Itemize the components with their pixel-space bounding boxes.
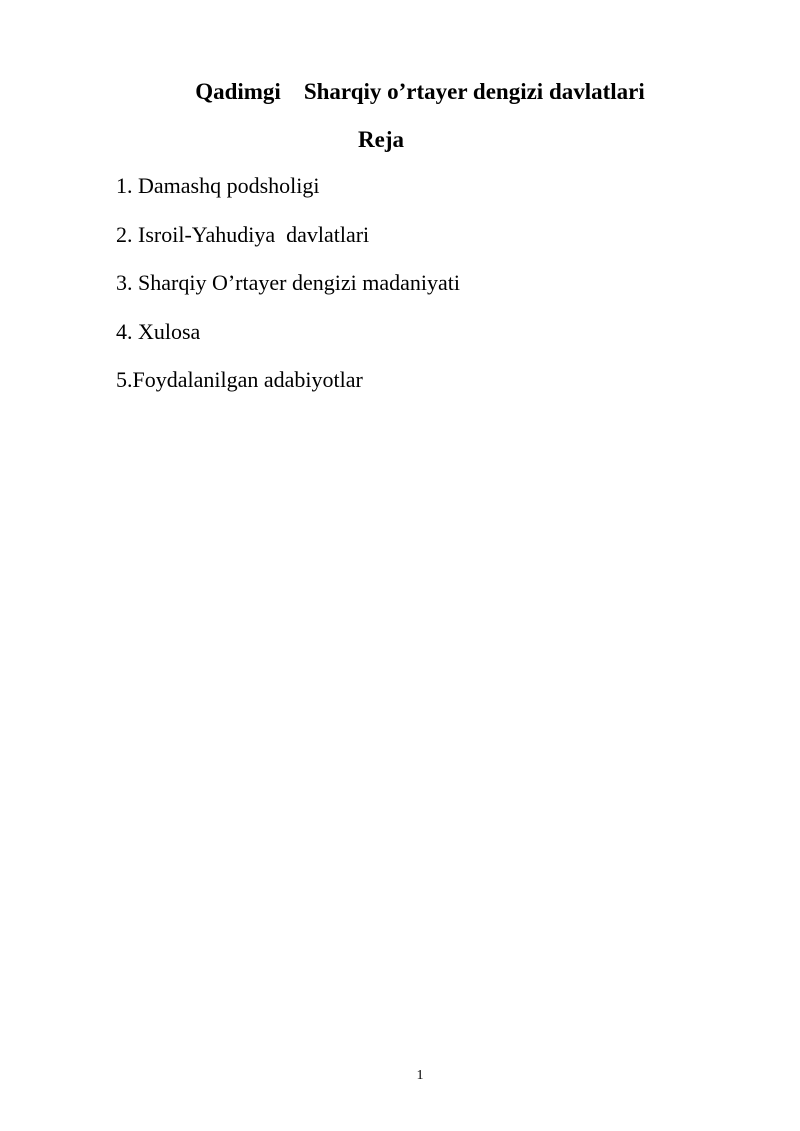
plan-item: 3. Sharqiy O’rtayer dengizi madaniyati — [116, 270, 460, 295]
plan-list — [116, 170, 460, 413]
plan-item: 2. Isroil-Yahudiya davlatlari — [116, 221, 370, 247]
document-title: Qadimgi Sharqiy o’rtayer dengizi davlatlari — [195, 79, 645, 104]
plan-item: 4. Xulosa — [116, 318, 201, 344]
plan-item: 1. Damashq podsholigi — [116, 173, 320, 198]
plan-heading: Reja — [358, 127, 404, 152]
page-number: 1 — [416, 1068, 424, 1083]
plan-item: 5.Foydalanilgan adabiyotlar — [116, 367, 363, 392]
